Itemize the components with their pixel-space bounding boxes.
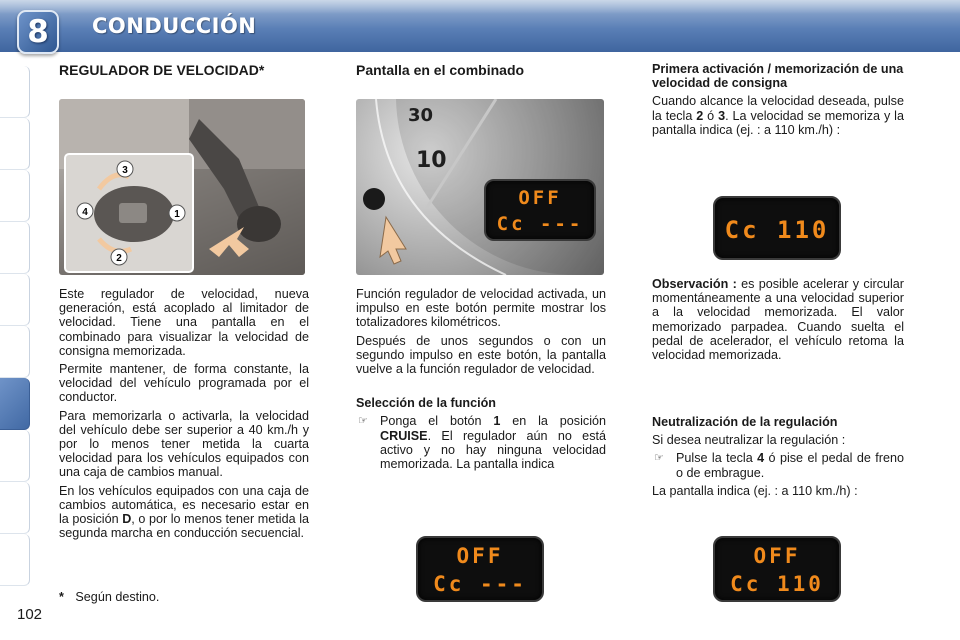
chapter-tab[interactable] <box>0 326 30 378</box>
chapter-tab[interactable] <box>0 430 30 482</box>
paragraph <box>652 277 904 362</box>
text-run: En los vehículos equipados con una caja de cambios automática, es necesario estar en la posición <box>59 483 309 527</box>
text-run: ó <box>703 108 719 123</box>
footnote-text: Según destino. <box>75 590 160 604</box>
text-run: . El regulador aún no está activo y no hay ninguna velocidad memorizada. La pantalla indica <box>380 428 606 472</box>
chapter-tab[interactable] <box>0 66 30 118</box>
column-right <box>652 62 904 137</box>
callout-3-label: 3 <box>122 165 128 176</box>
cruise-control-lever-photo <box>59 99 305 275</box>
lcd-display-off-empty <box>416 536 544 602</box>
text-run: en la posición <box>500 414 607 429</box>
column-left <box>59 62 309 78</box>
lcd-display-off-110 <box>713 536 841 602</box>
lcd-line-2: Cc 110 <box>730 572 824 596</box>
column-middle-text <box>356 287 606 471</box>
bullet-item <box>652 451 904 479</box>
key-number: 1 <box>493 414 501 429</box>
lcd-line-1: OFF <box>518 187 562 209</box>
subheading: Selección de la función <box>356 396 496 411</box>
lcd-line-2: Cc --- <box>433 572 527 596</box>
footnote-marker: * <box>59 590 64 604</box>
chapter-badge <box>17 10 59 54</box>
text-run: es posible acelerar y circular momentáneamente a una velocidad superior a la velocidad memorizada. El valor memorizado parpadea. Cuando suelta el pedal de acelerador, el vehículo retoma la velocidad memorizada. <box>652 277 904 363</box>
instrument-cluster-photo <box>356 99 604 275</box>
lcd-line-2: Cc 110 <box>724 216 830 244</box>
lcd-line-1: OFF <box>753 544 801 568</box>
paragraph: Después de unos segundos o con un segundo impulso en este botón, la pantalla vuelve a la función regulador de velocidad. <box>356 333 606 377</box>
gear-position: D <box>122 512 132 527</box>
paragraph <box>652 94 904 137</box>
chapter-tab[interactable] <box>0 482 30 534</box>
chapter-tab[interactable] <box>0 170 30 222</box>
key-number: 4 <box>757 451 765 466</box>
chapter-tab[interactable] <box>0 118 30 170</box>
column-right-neutralize <box>652 415 904 498</box>
lcd-line-2: Cc --- <box>496 213 584 235</box>
text-run: Pulse la tecla <box>676 451 758 466</box>
chapter-tab[interactable] <box>0 222 30 274</box>
cluster-lcd-display <box>484 179 596 241</box>
page-title: CONDUCCIÓN <box>92 14 257 38</box>
section-heading: Pantalla en el combinado <box>356 62 525 78</box>
lever-knob <box>237 206 281 242</box>
speedo-label-10: 10 <box>416 148 447 173</box>
paragraph: Función regulador de velocidad activada, un impulso en este botón permite mostrar los totalizadores kilométricos. <box>356 287 606 330</box>
text-run: Ponga el botón <box>380 414 494 429</box>
bullet-item <box>356 414 606 471</box>
observation-label: Observación : <box>652 277 737 291</box>
cluster-button <box>363 188 385 210</box>
header-shine <box>0 0 960 14</box>
column-right-observation <box>652 277 904 362</box>
section-heading: REGULADOR DE VELOCIDAD* <box>59 62 265 78</box>
chapter-tab[interactable] <box>0 274 30 326</box>
text-run: . La velocidad se memoriza y la pantalla indica (ej. : a 110 km./h) : <box>652 108 904 137</box>
subheading: Primera activación / memorización de una velocidad de consigna <box>652 62 904 91</box>
key-number: 2 <box>696 108 704 123</box>
pointer-arrow <box>380 217 406 264</box>
text-run: , o por lo menos tener metida la segunda marcha en conducción secuencial. <box>59 512 309 541</box>
column-middle <box>356 62 606 78</box>
chapter-tab-rail <box>0 52 34 592</box>
chapter-number: 8 <box>27 14 49 50</box>
callout-4-label: 4 <box>82 207 88 218</box>
text-run: Cuando alcance la velocidad deseada, pulse la tecla <box>652 94 904 123</box>
pointing-hand-icon: ☞ <box>654 452 664 465</box>
subheading: Neutralización de la regulación <box>652 415 838 429</box>
lcd-display-memorized <box>713 196 841 260</box>
callout-1-label: 1 <box>174 209 180 220</box>
speedo-label-30: 30 <box>408 105 434 126</box>
chapter-tab-active[interactable] <box>0 378 30 430</box>
paragraph: La pantalla indica (ej. : a 110 km./h) : <box>652 483 858 498</box>
chapter-tab[interactable] <box>0 534 30 586</box>
lcd-line-1: OFF <box>456 544 504 568</box>
key-number: 3 <box>718 108 726 123</box>
callout-2-label: 2 <box>116 253 122 264</box>
paragraph: Para memorizarla o activarla, la velocidad del vehículo debe ser superior a 40 km./h y por lo menos tener metida la cuarta velocidad para los vehículos equipados con una caja de cambios manual. <box>59 408 309 480</box>
page-number: 102 <box>17 606 43 623</box>
footnote <box>59 590 159 604</box>
inset-switch <box>119 203 147 223</box>
lever-illustration <box>59 99 305 275</box>
pointing-hand-icon: ☞ <box>358 415 368 428</box>
column-left-text <box>59 287 309 540</box>
cruise-label: CRUISE <box>380 428 428 443</box>
paragraph: Este regulador de velocidad, nueva generación, está acoplado al limitador de velocidad. Tiene una pantalla en el combinado para visualizar la velocidad de consigna memorizada. <box>59 287 309 358</box>
text-run: ó pise el pedal de freno o de embrague. <box>676 451 904 480</box>
paragraph: Permite mantener, de forma constante, la velocidad del vehículo programada por el conductor. <box>59 362 309 405</box>
paragraph: Si desea neutralizar la regulación : <box>652 433 846 448</box>
paragraph <box>59 484 309 541</box>
